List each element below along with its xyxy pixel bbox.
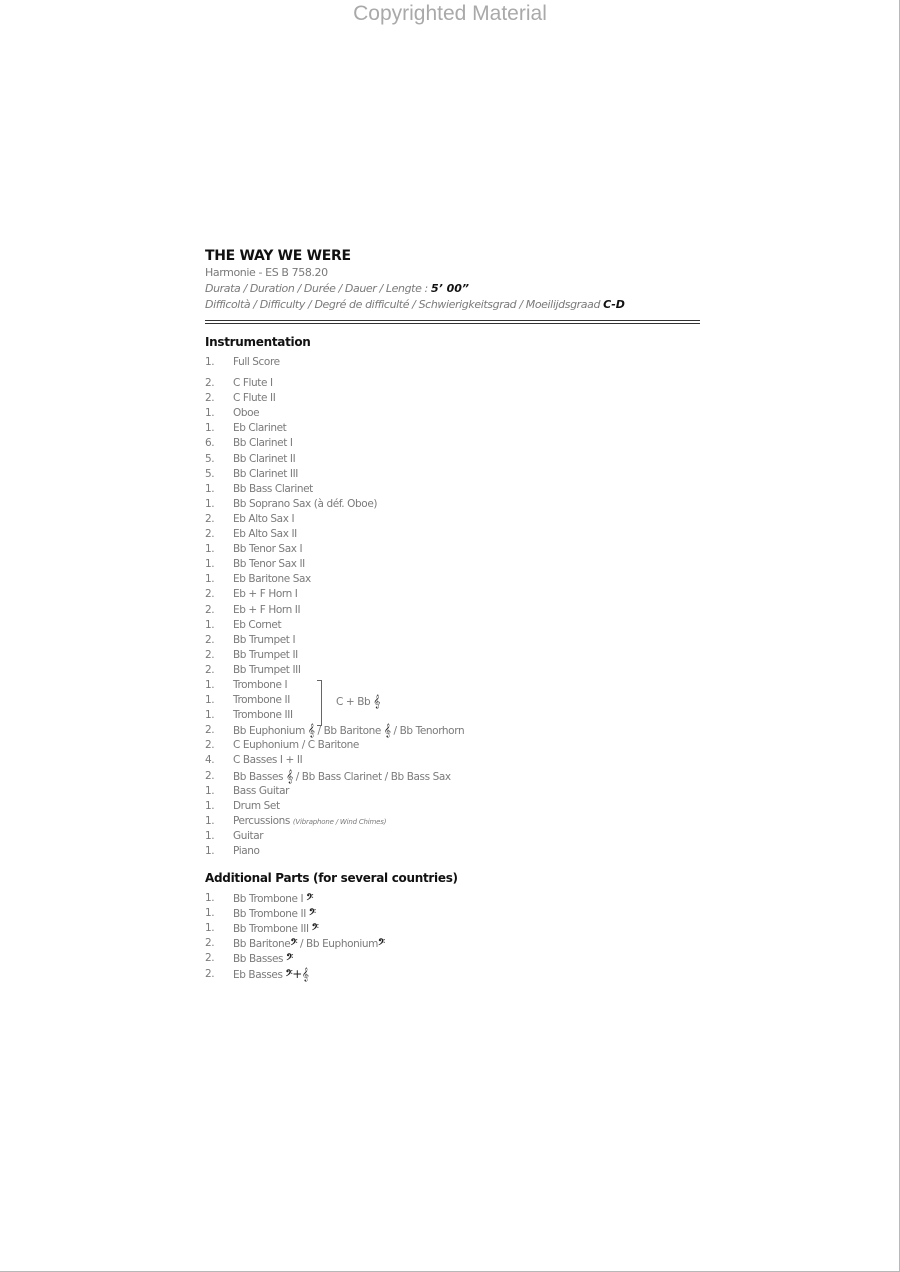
catalog-number: Harmonie - ES B 758.20 xyxy=(205,266,328,279)
list-item xyxy=(205,633,700,648)
part-name: Bb Trumpet II xyxy=(233,648,298,661)
part-name: Bb Clarinet II xyxy=(233,452,296,465)
part-quantity: 2. xyxy=(205,739,215,752)
list-item xyxy=(205,603,700,618)
difficulty-label: Difficoltà / Difficulty / Degré de difficulté / Schwierigkeitsgrad / Moeilijdsgraad xyxy=(205,298,601,311)
trombone-bracket-label: C + Bb 𝄞 xyxy=(336,693,380,708)
part-quantity: 1. xyxy=(205,618,215,631)
list-item xyxy=(205,723,700,738)
list-item xyxy=(205,497,700,512)
part-name: Bb Euphonium 𝄞 / Bb Baritone 𝄞 / Bb Tenorhorn xyxy=(233,723,465,738)
part-quantity: 4. xyxy=(205,754,215,767)
part-name: C Flute I xyxy=(233,377,273,390)
part-quantity: 1. xyxy=(205,558,215,571)
treble-clef-icon: 𝄞 xyxy=(373,693,380,708)
list-item xyxy=(205,663,700,678)
part-name: Eb Basses 𝄢+𝄞 xyxy=(233,966,309,981)
list-item xyxy=(205,527,700,542)
list-item xyxy=(205,482,700,497)
percussion-note: (Vibraphone / Wind Chimes) xyxy=(292,817,387,826)
bass-clef-icon: 𝄢 xyxy=(308,907,316,921)
part-quantity: 1. xyxy=(205,845,215,857)
trombone-group xyxy=(205,678,700,723)
part-quantity: 2. xyxy=(205,663,215,676)
part-quantity: 2. xyxy=(205,937,215,950)
part-name: C Flute II xyxy=(233,392,276,405)
bass-clef-icon: 𝄢 xyxy=(306,892,313,906)
part-quantity: 1. xyxy=(205,543,215,556)
additional-parts-heading: Additional Parts (for several countries) xyxy=(205,871,458,886)
list-item xyxy=(205,799,700,814)
part-name: C Basses I + II xyxy=(233,754,303,767)
list-item xyxy=(205,436,700,451)
part-quantity: 1. xyxy=(205,922,215,935)
duration-value: 5’ 00” xyxy=(430,282,470,295)
part-name: Bb Tenor Sax II xyxy=(233,558,305,571)
list-item xyxy=(205,844,700,859)
bass-clef-icon: 𝄢 xyxy=(286,952,293,966)
duration-line xyxy=(205,281,700,297)
part-name: Bb Tenor Sax I xyxy=(233,543,303,556)
instrumentation-sheet xyxy=(205,247,700,982)
part-quantity: 2. xyxy=(205,588,215,601)
part-quantity: 1. xyxy=(205,829,215,842)
part-name: Trombone II xyxy=(233,694,290,707)
part-quantity: 2. xyxy=(205,724,215,737)
part-name: Bb Clarinet III xyxy=(233,467,298,480)
part-name: Eb + F Horn I xyxy=(233,588,298,601)
list-item xyxy=(205,769,700,784)
part-quantity: 2. xyxy=(205,633,215,646)
list-item xyxy=(205,678,700,693)
part-name: C Euphonium / C Baritone xyxy=(233,739,359,752)
part-name: Bb Bass Clarinet xyxy=(233,482,313,495)
part-name: Bb Trumpet III xyxy=(233,663,301,676)
treble-clef-icon: 𝄞 xyxy=(301,966,309,981)
part-quantity: 1. xyxy=(205,799,215,812)
list-item xyxy=(205,557,700,572)
divider-line xyxy=(205,323,700,324)
duration-label: Durata / Duration / Durée / Dauer / Lengte : xyxy=(205,282,428,295)
part-quantity: 1. xyxy=(205,482,215,495)
list-item xyxy=(205,906,700,921)
difficulty-value: C-D xyxy=(603,298,625,311)
part-quantity: 2. xyxy=(205,377,215,390)
part-name: Bb Trumpet I xyxy=(233,633,296,646)
part-name: Eb Cornet xyxy=(233,618,282,631)
part-name: Piano xyxy=(233,845,260,857)
part-name: Bb Basses 𝄞 / Bb Bass Clarinet / Bb Bass Sax xyxy=(233,768,451,783)
part-quantity: 2. xyxy=(205,392,215,405)
list-item xyxy=(205,738,700,753)
part-quantity: 5. xyxy=(205,467,215,480)
part-quantity: 5. xyxy=(205,452,215,465)
part-quantity: 2. xyxy=(205,967,215,980)
list-item xyxy=(205,814,700,829)
part-name: Eb Alto Sax II xyxy=(233,528,297,541)
part-name: Trombone III xyxy=(233,709,293,722)
parts-group xyxy=(205,784,700,814)
part-quantity: 1. xyxy=(205,694,215,707)
part-name: Oboe xyxy=(233,407,260,420)
part-quantity: 6. xyxy=(205,437,215,450)
list-item xyxy=(205,572,700,587)
list-item xyxy=(205,618,700,633)
bass-clef-icon: 𝄢 xyxy=(311,922,319,936)
list-item xyxy=(205,693,700,708)
treble-clef-icon: 𝄞 xyxy=(307,723,315,738)
part-quantity: 1. xyxy=(205,814,215,827)
part-name: Bb Clarinet I xyxy=(233,437,293,450)
part-name: Eb Alto Sax I xyxy=(233,512,295,525)
list-item xyxy=(205,891,700,906)
list-item xyxy=(205,829,700,844)
part-name: Full Score xyxy=(233,356,280,368)
divider-line xyxy=(205,320,700,321)
list-item xyxy=(205,921,700,936)
piece-title: THE WAY WE WERE xyxy=(205,248,351,264)
part-quantity: 1. xyxy=(205,907,215,920)
part-quantity: 1. xyxy=(205,422,215,435)
list-item xyxy=(205,753,700,768)
part-quantity: 1. xyxy=(205,407,215,420)
part-name: Eb Clarinet xyxy=(233,422,287,435)
list-item xyxy=(205,708,700,723)
list-item xyxy=(205,467,700,482)
additional-parts-list xyxy=(205,891,700,982)
treble-clef-icon: 𝄞 xyxy=(286,768,293,783)
list-item xyxy=(205,587,700,602)
part-name: Bb Trombone II 𝄢 xyxy=(233,907,316,921)
part-quantity: 1. xyxy=(205,709,215,722)
part-quantity: 2. xyxy=(205,528,215,541)
part-quantity: 2. xyxy=(205,603,215,616)
list-item xyxy=(205,512,700,527)
list-item xyxy=(205,376,700,391)
part-name: Bb Baritone𝄢 / Bb Euphonium𝄢 xyxy=(233,937,385,951)
part-quantity: 1. xyxy=(205,678,215,691)
treble-clef-icon: 𝄞 xyxy=(383,723,391,738)
part-name: Trombone I xyxy=(233,678,288,691)
part-name: Eb Baritone Sax xyxy=(233,573,311,586)
parts-group xyxy=(205,829,700,859)
part-name: Percussions (Vibraphone / Wind Chimes) xyxy=(233,814,387,827)
list-item xyxy=(205,951,700,966)
plus-sign: + xyxy=(292,966,302,981)
part-quantity: 2. xyxy=(205,512,215,525)
part-quantity: 1. xyxy=(205,892,215,905)
trombone-bracket xyxy=(317,680,322,726)
part-name: Bb Soprano Sax (à déf. Oboe) xyxy=(233,497,378,510)
part-name: Drum Set xyxy=(233,799,280,812)
copyright-watermark: Copyrighted Material xyxy=(353,2,547,25)
part-quantity: 1. xyxy=(205,573,215,586)
bass-clef-icon: 𝄢 xyxy=(290,937,298,951)
part-name: Guitar xyxy=(233,829,264,842)
instrumentation-list xyxy=(205,355,700,859)
part-name: Bb Trombone III 𝄢 xyxy=(233,922,319,936)
part-quantity: 1. xyxy=(205,497,215,510)
list-item xyxy=(205,355,700,370)
instrumentation-heading: Instrumentation xyxy=(205,335,311,349)
list-item xyxy=(205,452,700,467)
parts-group xyxy=(205,678,700,723)
difficulty-line xyxy=(205,297,700,313)
list-item xyxy=(205,391,700,406)
list-item xyxy=(205,542,700,557)
list-item xyxy=(205,406,700,421)
list-item xyxy=(205,936,700,951)
list-item xyxy=(205,648,700,663)
bass-clef-icon: 𝄢 xyxy=(285,967,293,981)
part-quantity: 2. xyxy=(205,769,215,782)
part-name: Bass Guitar xyxy=(233,784,290,797)
part-quantity: 2. xyxy=(205,648,215,661)
list-item xyxy=(205,784,700,799)
list-item xyxy=(205,421,700,436)
parts-group xyxy=(205,376,700,678)
bass-clef-icon: 𝄢 xyxy=(377,937,385,951)
part-quantity: 1. xyxy=(205,356,215,368)
part-name: Bb Trombone I 𝄢 xyxy=(233,892,313,906)
part-name: Eb + F Horn II xyxy=(233,603,301,616)
part-name: Bb Basses 𝄢 xyxy=(233,952,293,966)
list-item xyxy=(205,967,700,982)
part-quantity: 2. xyxy=(205,952,215,965)
part-quantity: 1. xyxy=(205,784,215,797)
